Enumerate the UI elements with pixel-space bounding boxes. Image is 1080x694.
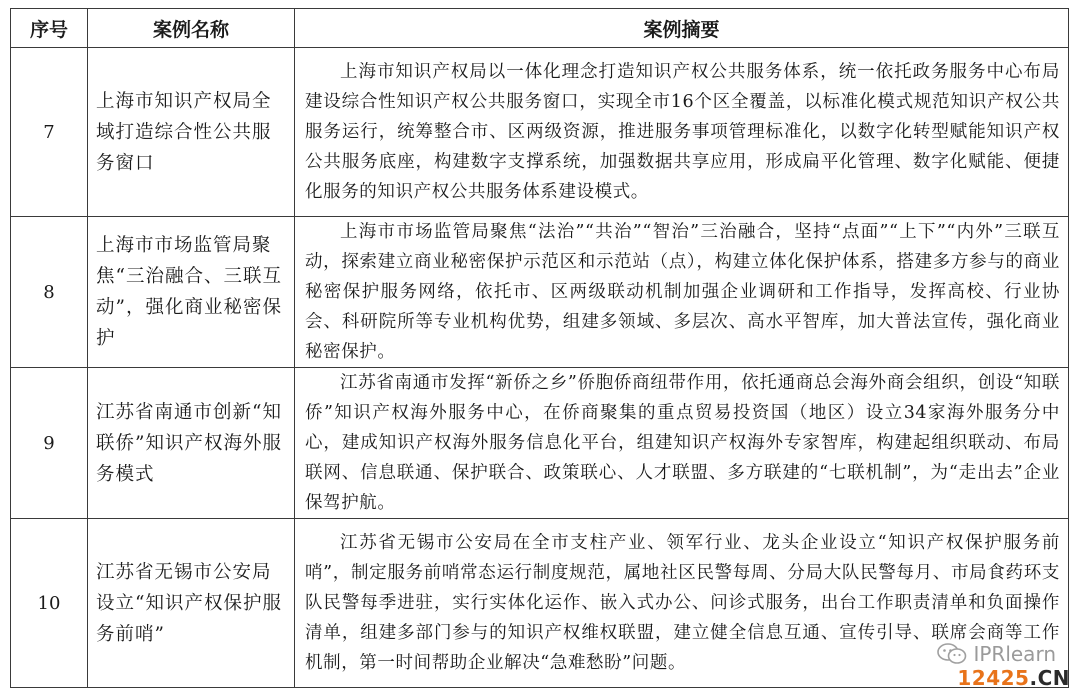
case-summary: 上海市知识产权局以一体化理念打造知识产权公共服务体系，统一依托政务服务中心布局建设综合性知识产权公共服务窗口，实现全市16个区全覆盖，以标准化模式规范知识产权公共服务运行，统筹整合市、区两级资源，推进服务事项管理标准化，以数字化转型赋能知识产权公共服务底座，构建数字支撑系统，加强数据共享应用，形成扁平化管理、数字化赋能、便捷化服务的知识产权公共服务体系建设模式。 [295,48,1069,217]
ipr-learn-watermark [937,642,1056,666]
table-row [11,368,1069,519]
case-summary: 江苏省南通市发挥“新侨之乡”侨胞侨商纽带作用，依托通商总会海外商会组织，创设“知联侨”知识产权海外服务中心，在侨商聚集的重点贸易投资国（地区）设立34家海外服务分中心，建成知识产权海外服务信息化平台，组建知识产权海外专家智库，构建起组织联动、布局联网、信息联通、保护联合、政策联心、人才联盟、多方联建的“七联机制”，为“走出去”企业保驾护航。 [295,368,1069,519]
case-name: 江苏省南通市创新“知联侨”知识产权海外服务模式 [88,368,295,519]
header-case-name: 案例名称 [88,9,295,48]
case-number: 9 [11,368,88,519]
header-case-summary: 案例摘要 [295,9,1069,48]
case-number: 7 [11,48,88,217]
case-summary: 江苏省无锡市公安局在全市支柱产业、领军行业、龙头企业设立“知识产权保护服务前哨”，制定服务前哨常态运行制度规范，属地社区民警每周、分局大队民警每月、市局食药环支队民警每季进驻，实行实体化运作、嵌入式办公、问诊式服务，出台工作职责清单和负面操作清单，组建多部门参与的知识产权维权联盟，建立健全信息互通、宣传引导、联席会商等工作机制，第一时间帮助企业解决“急难愁盼”问题。 [295,519,1069,688]
table-row [11,48,1069,217]
case-number: 8 [11,217,88,368]
header-number: 序号 [11,9,88,48]
case-name: 上海市知识产权局全域打造综合性公共服务窗口 [88,48,295,217]
watermark-text: IPRlearn [973,642,1056,666]
case-table [10,8,1069,688]
table-row [11,217,1069,368]
site-logo-tld: .CN [1029,666,1070,690]
site-logo-number: 12425 [957,666,1030,690]
case-name: 上海市市场监管局聚焦“三治融合、三联互动”，强化商业秘密保护 [88,217,295,368]
case-name: 江苏省无锡市公安局设立“知识产权保护服务前哨” [88,519,295,688]
table-row [11,519,1069,688]
site-logo [957,666,1070,690]
wechat-icon [937,643,967,665]
case-number: 10 [11,519,88,688]
case-summary: 上海市市场监管局聚焦“法治”“共治”“智治”三治融合，坚持“点面”“上下”“内外”三联互动，探索建立商业秘密保护示范区和示范站（点），构建立体化保护体系，搭建多方参与的商业秘密保护服务网络，依托市、区两级联动机制加强企业调研和工作指导，发挥高校、行业协会、科研院所等专业机构优势，组建多领域、多层次、高水平智库，加大普法宣传，强化商业秘密保护。 [295,217,1069,368]
table-header-row [11,9,1069,48]
